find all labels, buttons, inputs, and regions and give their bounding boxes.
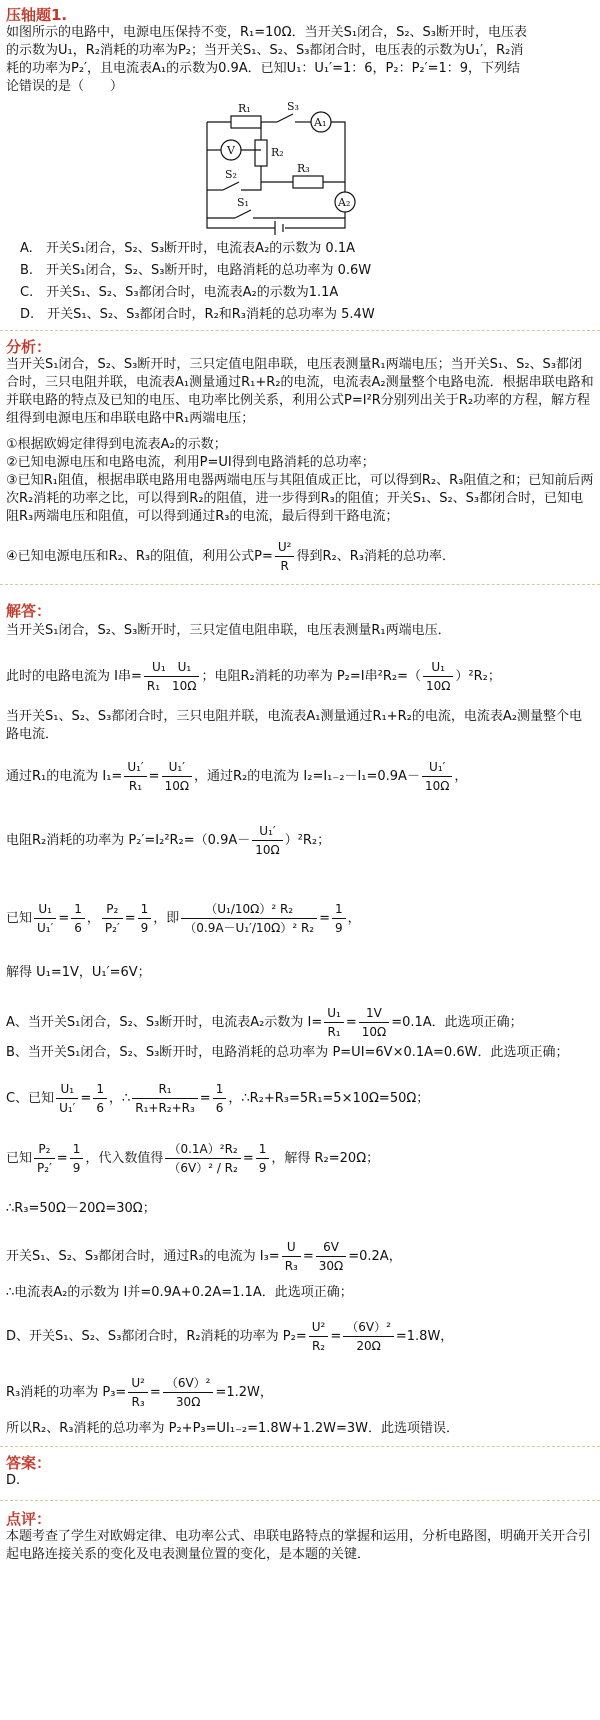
divider <box>0 1446 600 1447</box>
question-line: 论错误的是（ ） <box>6 79 124 94</box>
label-a2: A₂ <box>338 196 351 209</box>
solution-formula: 通过R₁的电流为 I₁= $\frac{\text{U₁′}}{\text{R₁}}$ = $\frac{\text{U₁′}}{10\Omega}$ ，通过R₂的电流为 I₂=I₁₋₂－I₁=0.9A－ $\frac{\text{U₁′}}{10\Omega}$ ， <box>6 760 468 793</box>
solution-line: ∴R₃=50Ω－20Ω=30Ω； <box>6 1201 156 1216</box>
resistor-r1 <box>231 116 261 128</box>
option-a: A. 开关S₁闭合，S₂、S₃断开时，电流表A₂的示数为 0.1A <box>20 241 355 256</box>
circuit-diagram <box>195 100 375 240</box>
answer-value: D. <box>6 1473 21 1488</box>
solution-line: 解得 U₁=1V，U₁′=6V； <box>6 965 151 980</box>
analysis-heading: 分析： <box>6 338 52 356</box>
label-a1: A₁ <box>314 116 327 129</box>
analysis-step-4 <box>6 538 455 575</box>
option-b: B. 开关S₁闭合，S₂、S₃断开时，电路消耗的总功率为 0.6W <box>20 263 372 278</box>
solution-formula: 已知 $\frac{\text{P₂}}{\text{P₂′}}$ = $\frac{1}{9}$ ，代入数值得 $\frac{\text{（0.1A）²R₂}}{\text{（6V）² / R₂}}$ = $\frac{1}{9}$ ，解得 R₂=20Ω； <box>6 1142 380 1175</box>
divider <box>0 584 600 585</box>
solution-formula: 电阻R₂消耗的功率为 P₂′=I₂²R₂=（0.9A－ $\frac{\text{U₁′}}{10\Omega}$ ）²R₂； <box>6 824 331 857</box>
solution-line: 当开关S₁闭合，S₂、S₃断开时，三只定值电阻串联，电压表测量R₁两端电压． <box>6 623 451 638</box>
problem-title: 压轴题1. <box>6 6 68 24</box>
solution-line: ∴电流表A₂的示数为 I并=0.9A+0.2A=1.1A．此选项正确； <box>6 1285 353 1300</box>
solution-option-a: A、当开关S₁闭合，S₂、S₃断开时，电流表A₂示数为 I= $\frac{\text{U₁}}{\text{R₁}}$ = $\frac{1V}{10\Omega}$ =0.1A．此选项正确； <box>6 1006 523 1039</box>
option-d: D. 开关S₁、S₂、S₃都闭合时，R₂和R₃消耗的总功率为 5.4W <box>20 307 375 322</box>
resistor-r2 <box>255 140 267 166</box>
question-line: 的示数为U₁，R₂消耗的功率为P₂；当开关S₁、S₂、S₃都闭合时，电压表的示数为U₁′，R₂消 <box>6 43 524 58</box>
analysis-step-4-prefix: ④已知电源电压和R₂、R₃的阻值，利用公式P= <box>6 549 273 564</box>
analysis-step-1: ①根据欧姆定律得到电流表A₂的示数； <box>6 437 227 452</box>
label-s1: S₁ <box>237 196 249 209</box>
comment-heading: 点评： <box>6 1510 52 1528</box>
switch-s1-blade <box>235 210 251 218</box>
solution-option-c: C、已知 $\frac{\text{U₁}}{\text{U₁′}}$ = $\frac{1}{6}$ ，∴ $\frac{\text{R₁}}{\text{R₁+R₂+R₃}}$ = $\frac{1}{6}$ ，∴R₂+R₃=5R₁=5×10Ω=50Ω； <box>6 1082 430 1115</box>
solution-formula: 此时的电路电流为 I串= $\frac{\text{U₁ U₁}}{\text{R₁ 10Ω}}$ ；电阻R₂消耗的功率为 P₂=I串²R₂=（ $\frac{\text{U₁}}{10\Omega}$ ）²R₂； <box>6 660 501 693</box>
switch-s2-blade <box>223 182 239 190</box>
label-s3: S₃ <box>287 100 299 113</box>
solution-heading: 解答： <box>6 602 52 620</box>
option-c: C. 开关S₁、S₂、S₃都闭合时，电流表A₂的示数为1.1A <box>20 285 339 300</box>
solution-option-d: D、开关S₁、S₂、S₃都闭合时，R₂消耗的功率为 P₂= $\frac{\text{U²}}{\text{R₂}}$ = $\frac{\text{（6V）²}}{20\Omega}$ =1.8W， <box>6 1320 454 1353</box>
analysis-paragraph: 当开关S₁闭合，S₂、S₃断开时，三只定值电阻串联，电压表测量R₁两端电压；当开关S₁、S₂、S₃都闭合时，三只电阻并联，电流表A₁测量通过R₁+R₂的电流，电流表A₂测量整个电路电流．根据串联电路和并联电路的特点及已知的电压、电功率比例关系，利用公式P=I²R分别列出关于R₂功率的方程，解方程组得到电源电压和串联电路中R₁两端电压； <box>6 357 594 426</box>
switch-s3-blade <box>277 114 293 122</box>
solution-line: 所以R₂、R₃消耗的总功率为 P₂+P₃=UI₁₋₂=1.8W+1.2W=3W．此选项错误． <box>6 1421 460 1436</box>
solution-option-b: B、当开关S₁闭合，S₂、S₃断开时，电路消耗的总功率为 P=UI=6V×0.1A=0.6W．此选项正确； <box>6 1045 569 1060</box>
question-line: 如图所示的电路中，电源电压保持不变，R₁=10Ω．当开关S₁闭合，S₂、S₃断开时，电压表 <box>6 25 528 40</box>
question-line: 耗的功率为P₂′，且电流表A₁的示数为0.9A．已知U₁：U₁′=1：6，P₂：P₂′=1：9，下列结 <box>6 61 521 76</box>
analysis-step-2: ②已知电源电压和电路电流，利用P=UI得到电路消耗的总功率； <box>6 455 375 470</box>
divider <box>0 1500 600 1501</box>
label-r1: R₁ <box>238 102 251 115</box>
formula-u2-over-r: $\frac{\text{U²}}{R}$ <box>275 538 295 575</box>
analysis-step-4-suffix: 得到R₂、R₃消耗的总功率． <box>296 549 455 564</box>
label-v: V <box>227 144 235 157</box>
comment-text: 本题考查了学生对欧姆定律、电功率公式、串联电路特点的掌握和运用，分析电路图，明确开关开合引起电路连接关系的变化及电表测量位置的变化，是本题的关键． <box>6 1529 592 1562</box>
answer-heading: 答案： <box>6 1454 52 1472</box>
divider <box>0 330 600 331</box>
resistor-r3 <box>293 176 323 188</box>
solution-formula: 开关S₁、S₂、S₃都闭合时，通过R₃的电流为 I₃= $\frac{U}{\text{R₃}}$ = $\frac{6V}{30\Omega}$ =0.2A， <box>6 1240 402 1273</box>
solution-formula: 已知 $\frac{\text{U₁}}{\text{U₁′}}$ = $\frac{1}{6}$ ， $\frac{\text{P₂}}{\text{P₂′}}$ = $\frac{1}{9}$ ，即 $\frac{\text{（U₁/10Ω）² R₂}}{\text{（0.9A－U₁′/10Ω）² R₂}}$ = $\frac{1}{9}$ ， <box>6 902 361 935</box>
solution-formula: R₃消耗的功率为 P₃= $\frac{\text{U²}}{\text{R₃}}$ = $\frac{\text{（6V）²}}{30\Omega}$ =1.2W， <box>6 1376 273 1409</box>
label-r3: R₃ <box>297 162 310 175</box>
label-r2: R₂ <box>271 146 284 159</box>
label-s2: S₂ <box>225 168 237 181</box>
analysis-step-3: ③已知R₁阻值，根据串联电路用电器两端电压与其阻值成正比，可以得到R₂、R₃阻值之和；已知前后两次R₂消耗的功率之比，可以得到R₂的阻值，进一步得到R₃的阻值；开关S₁、S₂、S₃都闭合时，已知电阻R₃两端电压和阻值，可以得到通过R₃的电流，最后得到干路电流； <box>6 473 594 524</box>
solution-line: 当开关S₁、S₂、S₃都闭合时，三只电阻并联，电流表A₁测量通过R₁+R₂的电流，电流表A₂测量整个电路电流． <box>6 709 582 742</box>
